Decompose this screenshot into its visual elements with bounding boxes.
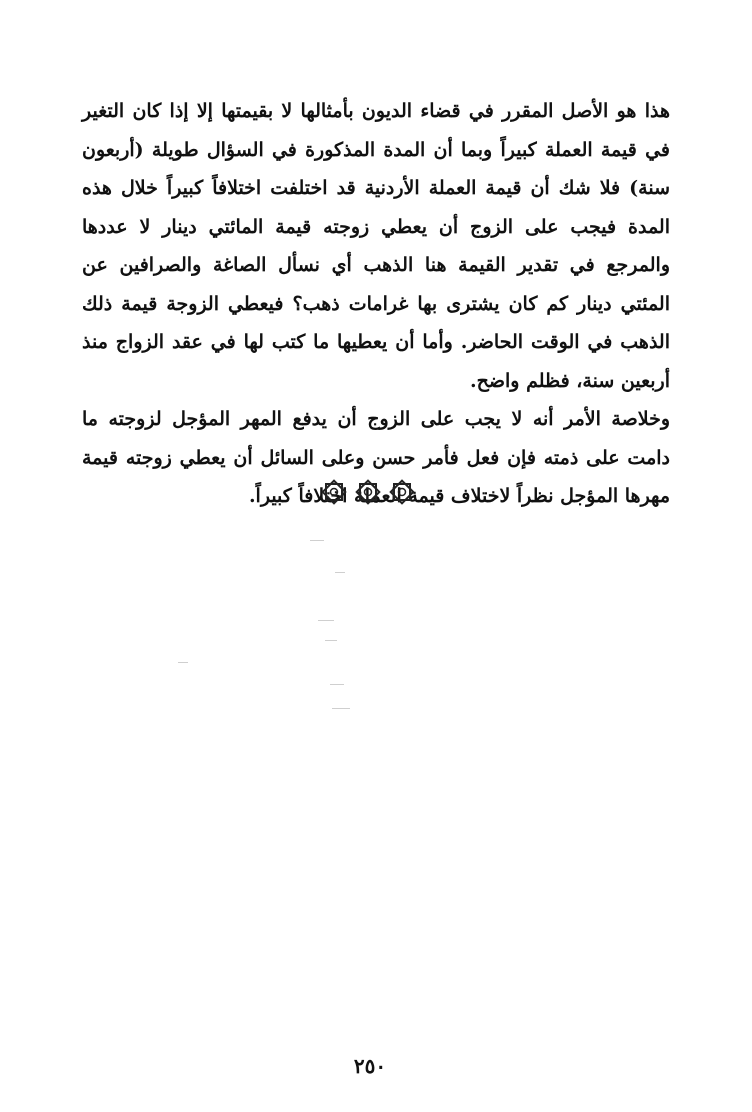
scan-speck <box>332 708 350 709</box>
scan-speck <box>330 684 344 685</box>
scan-speck <box>335 572 345 573</box>
body-text <box>82 92 670 516</box>
scan-speck <box>310 540 324 541</box>
page-number: ٢٥٠ <box>353 1054 387 1078</box>
scan-speck <box>318 620 334 621</box>
scan-speck <box>178 662 188 663</box>
star-ornament-icon <box>387 477 417 507</box>
star-ornament-icon <box>353 477 383 507</box>
star-ornament-icon <box>319 477 349 507</box>
section-end-ornament <box>318 476 418 508</box>
paragraph-1: هذا هو الأصل المقرر في قضاء الديون بأمثالها لا بقيمتها إلا إذا كان التغير في قيمة العملة كبيراً وبما أن المدة المذكورة في السؤال طويلة (أربعون سنة) فلا شك أن قيمة العملة الأردنية قد اختلفت اختلافاً كبيراً خلال هذه المدة فيجب على الزوج أن يعطي زوجته قيمة المائتي دينار لا عددها والمرجع في تقدير القيمة هنا الذهب أي نسأل الصاغة والصرافين عن المئتي دينار كم كان يشترى بها غرامات ذهب؟ فيعطي الزوجة قيمة ذلك الذهب في الوقت الحاضر. وأما أن يعطيها ما كتب لها في عقد الزواج منذ أربعين سنة، فظلم واضح. <box>82 100 670 392</box>
scan-speck <box>325 640 337 641</box>
paragraph-2: وخلاصة الأمر أنه لا يجب على الزوج أن يدفع المهر المؤجل لزوجته ما دامت على ذمته فإن فعل فأمر حسن وعلى السائل أن يعطي زوجته قيمة مهرها المؤجل نظراً لاختلاف قيمة العملة اختلافاً كبيراً. <box>82 408 670 507</box>
